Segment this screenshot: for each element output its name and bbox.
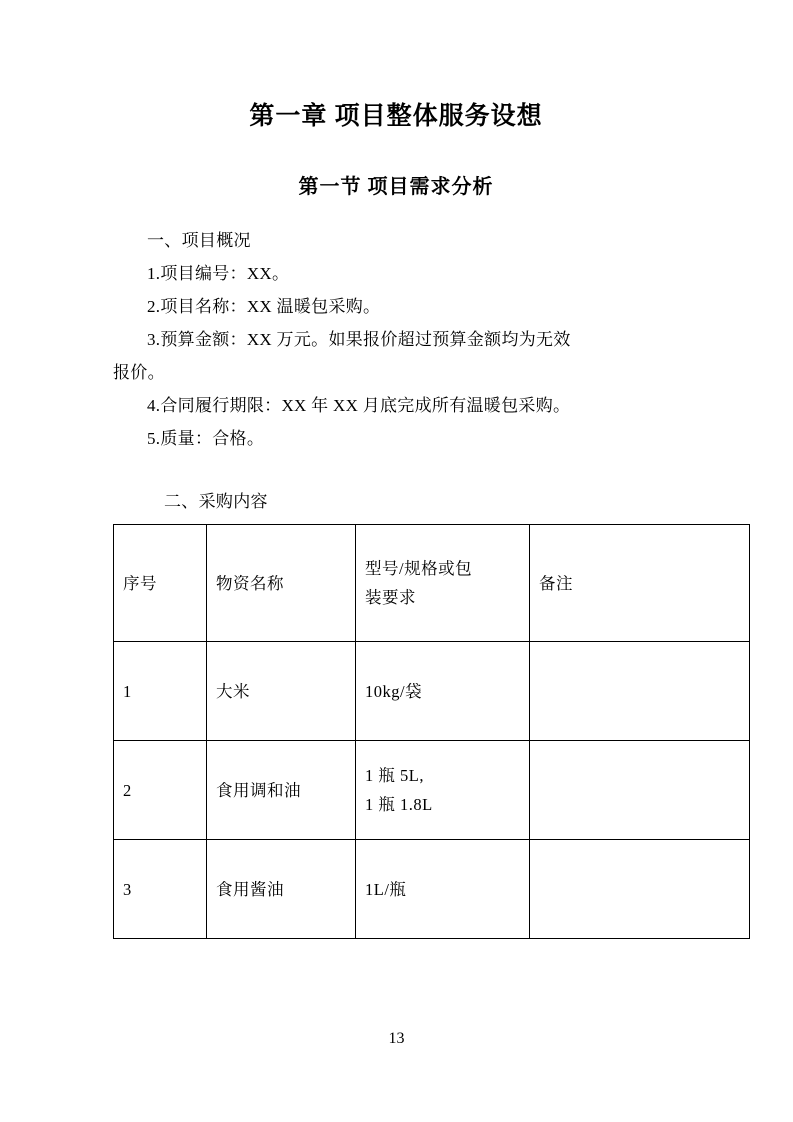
row-3-spec-line-1: 1L/瓶 bbox=[365, 879, 407, 899]
table-row bbox=[114, 741, 750, 840]
subsection-heading-2: 二、采购内容 bbox=[164, 492, 268, 511]
project-item-5: 5.质量：合格。 bbox=[147, 429, 265, 448]
table-row bbox=[114, 840, 750, 939]
project-item-1: 1.项目编号：XX。 bbox=[147, 264, 290, 283]
table-header-row bbox=[114, 525, 750, 642]
project-item-3-continued: 报价。 bbox=[113, 363, 165, 382]
row-3-remark bbox=[530, 840, 750, 939]
row-1-no: 1 bbox=[114, 642, 207, 741]
row-3-name: 食用酱油 bbox=[207, 840, 356, 939]
table-header-spec-line-2: 装要求 bbox=[365, 588, 416, 607]
project-item-4: 4.合同履行期限：XX 年 XX 月底完成所有温暖包采购。 bbox=[147, 396, 571, 415]
project-item-2: 2.项目名称：XX 温暖包采购。 bbox=[147, 297, 381, 316]
section-title: 第一节 项目需求分析 bbox=[298, 176, 494, 198]
chapter-title: 第一章 项目整体服务设想 bbox=[249, 103, 543, 130]
row-3-spec bbox=[356, 840, 530, 939]
procurement-table bbox=[113, 524, 750, 939]
table-row bbox=[114, 642, 750, 741]
row-2-remark bbox=[530, 741, 750, 840]
row-3-no: 3 bbox=[114, 840, 207, 939]
row-1-spec-line-1: 10kg/袋 bbox=[365, 681, 423, 701]
paragraph-spacer bbox=[113, 455, 679, 485]
table-header-no: 序号 bbox=[114, 525, 207, 642]
row-2-name: 食用调和油 bbox=[207, 741, 356, 840]
row-2-spec-line-2: 1 瓶 1.8L bbox=[365, 795, 433, 814]
row-1-name: 大米 bbox=[207, 642, 356, 741]
table-header-spec bbox=[356, 525, 530, 642]
row-2-spec bbox=[356, 741, 530, 840]
table-header-spec-line-1: 型号/规格或包 bbox=[365, 559, 473, 578]
table-header-remark: 备注 bbox=[530, 525, 750, 642]
page-number: 13 bbox=[388, 1030, 405, 1047]
row-2-spec-line-1: 1 瓶 5L, bbox=[365, 766, 424, 785]
subsection-heading-1: 一、项目概况 bbox=[147, 231, 251, 250]
row-2-no: 2 bbox=[114, 741, 207, 840]
row-1-spec bbox=[356, 642, 530, 741]
row-1-remark bbox=[530, 642, 750, 741]
project-item-3: 3.预算金额：XX 万元。如果报价超过预算金额均为无效 bbox=[147, 330, 571, 349]
document-body bbox=[113, 0, 679, 939]
table-header-name: 物资名称 bbox=[207, 525, 356, 642]
